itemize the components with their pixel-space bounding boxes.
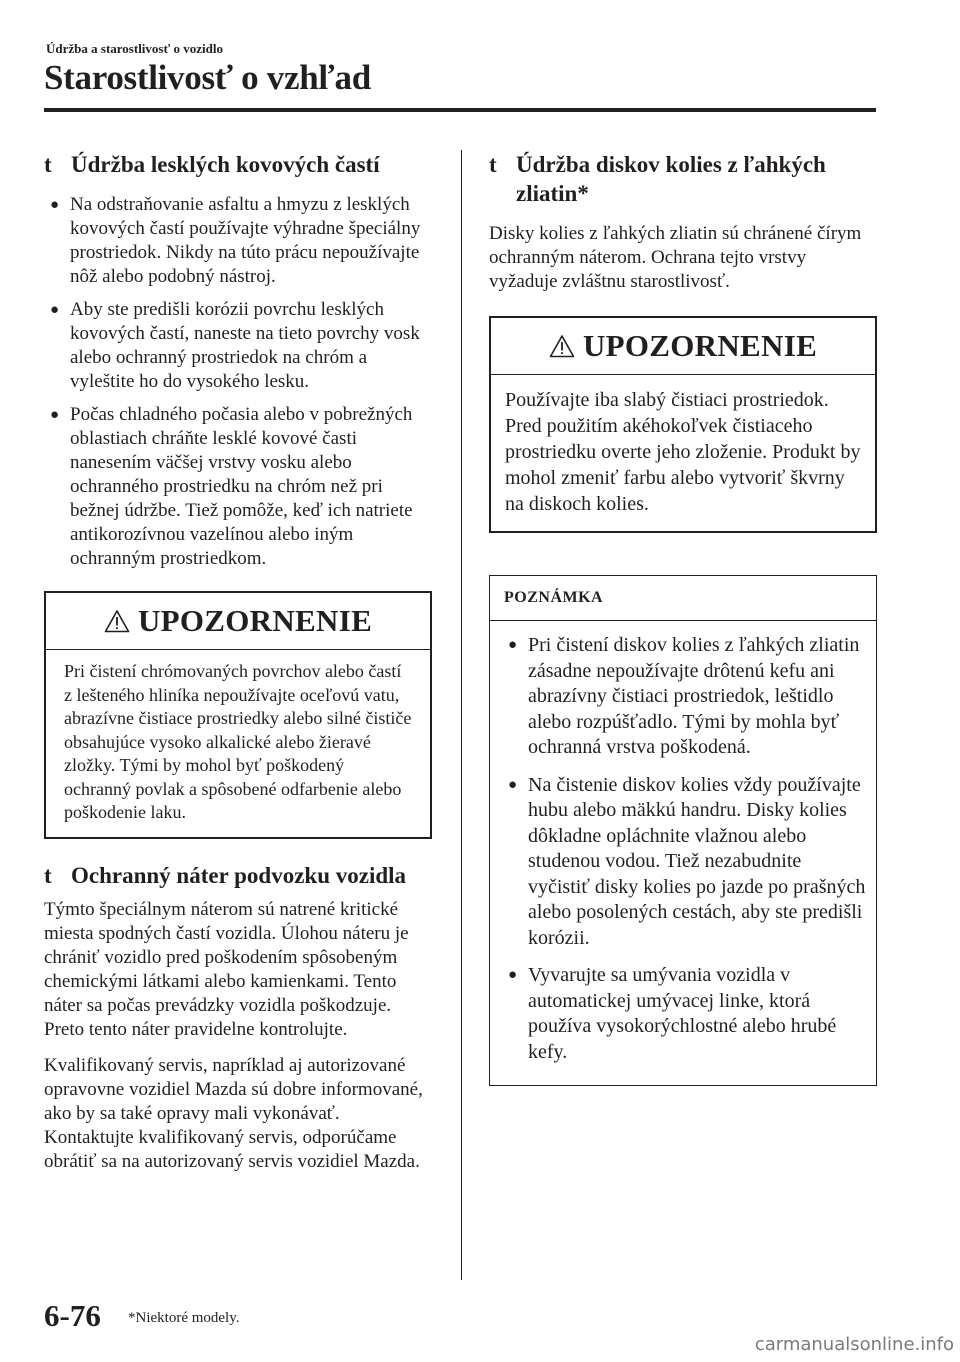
footnote: *Niektoré modely. <box>128 1310 240 1326</box>
paragraph: Disky kolies z ľahkých zliatin sú chránené čírym ochranným náterom. Ochrana tejto vrstvy vyžaduje zvláštnu starostlivosť. <box>489 223 862 292</box>
list-item-text: Vyvarujte sa umývania vozidla v automatickej umývacej linke, ktorá používa vysokorýchlostné alebo hrubé kefy. <box>528 964 837 1063</box>
watermark: carmanualsonline.info <box>754 1334 954 1355</box>
column-divider <box>461 150 462 1280</box>
warning-header <box>491 318 875 374</box>
list-item <box>44 193 432 289</box>
list-item-text: Na odstraňovanie asfaltu a hmyzu z lesklých kovových častí používajte výhradne špeciálny prostriedok. Nikdy na túto prácu nepoužívajte nôž alebo podobný nástroj. <box>70 194 421 287</box>
warning-text: Pri čistení chrómovaných povrchov alebo častí z lešteného hliníka nepoužívajte oceľovú vatu, abrazívne čistiace prostriedky alebo silné čističe obsahujúce vysoko alkalické alebo žieravé zložky. Tými by mohol byť poškodený ochranný povlak a spôsobené odfarbenie alebo poškodenie laku. <box>46 649 430 837</box>
warning-box <box>489 316 877 533</box>
section-marker: t <box>44 152 52 177</box>
paragraph: Kvalifikovaný servis, napríklad aj autorizované opravovne vozidiel Mazda sú dobre informované, ako by sa také opravy mali vykonávať. Kontaktujte kvalifikovaný servis, odporúčame obrátiť sa na autorizovaný servis vozidiel Mazda. <box>44 1054 423 1172</box>
breadcrumb: Údržba a starostlivosť o vozidlo <box>46 41 223 56</box>
right-column <box>489 150 877 1086</box>
section-marker: t <box>44 862 52 888</box>
page-title: Starostlivosť o vzhľad <box>44 58 371 97</box>
page-number: 6-76 <box>44 1298 101 1333</box>
list-item-text: Na čistenie diskov kolies vždy používajte hubu alebo mäkkú handru. Disky kolies dôkladne opláchnite vlažnou alebo studenou vodou. Tiež nezabudnite vyčistiť disky kolies po jazde po prašných alebo posolených cestách, aby ste predišli korózii. <box>528 773 866 949</box>
paragraph: Týmto špeciálnym náterom sú natrené kritické miesta spodných častí vozidla. Úlohou náteru je chrániť vozidlo pred poškodením spôsobeným chemickými látkami alebo kamienkami. Tento náter sa počas prevádzky vozidla poškodzuje. Preto tento náter pravidelne kontrolujte. <box>44 898 409 1040</box>
list-item <box>502 773 866 952</box>
warning-triangle-icon <box>104 609 130 633</box>
bullet-list <box>502 633 866 1065</box>
warning-header <box>46 593 430 649</box>
note-body <box>490 620 876 1085</box>
warning-label: UPOZORNENIE <box>582 328 818 363</box>
warning-label: UPOZORNENIE <box>137 603 373 638</box>
list-item-text: Aby ste predišli korózii povrchu lesklých kovových častí, naneste na tieto povrchy vosk alebo ochranný prostriedok na chróm a vyleštite ho do vysokého lesku. <box>70 299 420 392</box>
warning-triangle-icon <box>549 334 575 358</box>
section-title: Údržba diskov kolies z ľahkých zliatin* <box>516 152 826 206</box>
list-item <box>502 633 866 761</box>
section-heading <box>44 861 432 890</box>
bullet-list <box>44 193 432 571</box>
list-item <box>44 298 432 394</box>
note-box <box>489 575 877 1086</box>
note-label: POZNÁMKA <box>504 589 604 606</box>
section-heading <box>44 150 432 179</box>
bullet-icon: ● <box>50 197 60 213</box>
list-item-text: Počas chladného počasia alebo v pobrežných oblastiach chráňte lesklé kovové časti nanesením väčšej vrstvy vosku alebo ochranného prostriedku na chróm než pri bežnej údržbe. Tiež pomôže, keď ich natriete antikorozívnou vazelínou alebo iným ochranným prostriedkom. <box>70 404 413 569</box>
bullet-icon: ● <box>508 637 518 653</box>
warning-text: Používajte iba slabý čistiaci prostriedok. Pred použitím akéhokoľvek čistiaceho prostriedku overte jeho zloženie. Produkt by mohol zmeniť farbu alebo vytvoriť škvrny na diskoch kolies. <box>491 374 875 531</box>
bullet-icon: ● <box>50 302 60 318</box>
bullet-icon: ● <box>50 407 60 423</box>
bullet-icon: ● <box>508 967 518 983</box>
warning-box <box>44 591 432 839</box>
list-item <box>44 403 432 571</box>
list-item-text: Pri čistení diskov kolies z ľahkých zliatin zásadne nepoužívajte drôtenú kefu ani abrazívny čistiaci prostriedok, leštidlo alebo rozpúšťadlo. Tými by mohla byť ochranná vrstva poškodená. <box>528 634 860 758</box>
list-item <box>502 963 866 1065</box>
section-marker: t <box>489 152 497 177</box>
left-column <box>44 150 432 1174</box>
title-rule <box>44 108 876 112</box>
section-title: Údržba lesklých kovových častí <box>71 152 380 177</box>
section-heading <box>489 150 877 208</box>
bullet-icon: ● <box>508 776 518 793</box>
section-title: Ochranný náter podvozku vozidla <box>71 862 407 888</box>
